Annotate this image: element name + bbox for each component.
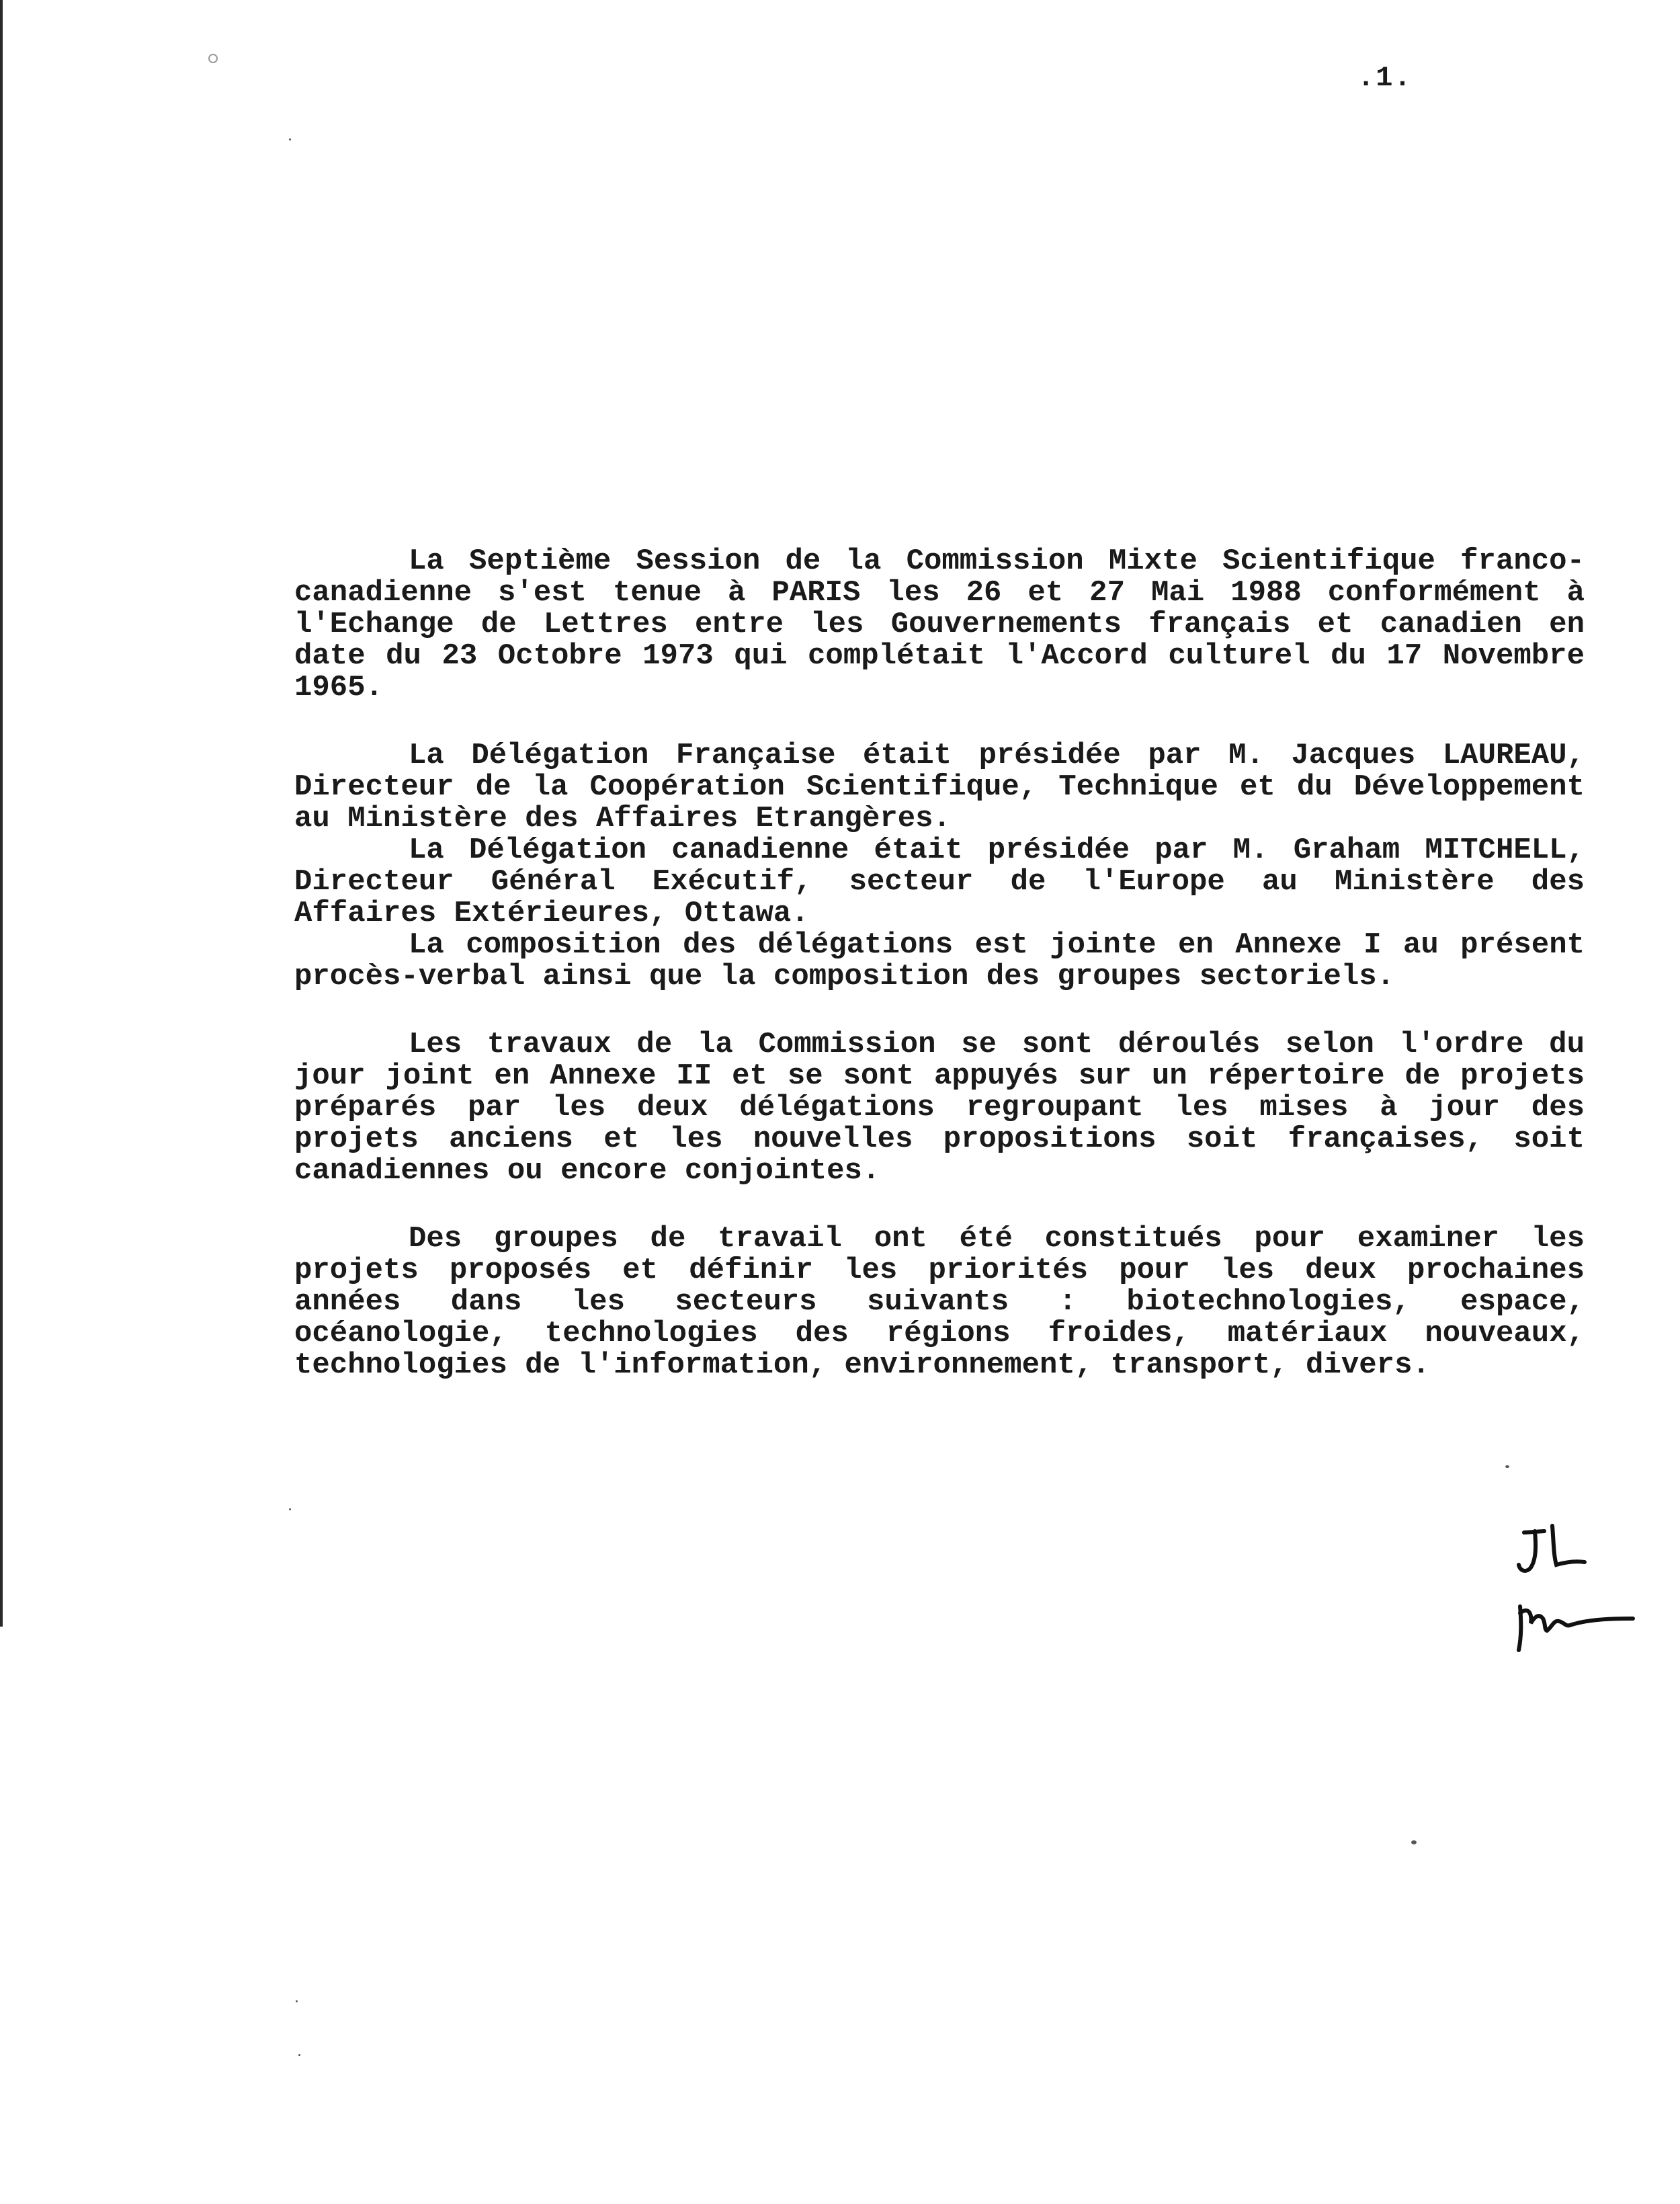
scan-speck — [1505, 1465, 1509, 1468]
paragraph-work: Les travaux de la Commission se sont déroulés selon l'ordre du jour joint en Annexe II et se sont appuyés sur un répertoire de projets préparés par les deux délégations regroupant les mises à jour des projets anciens et les nouvelles propositions soit françaises, soit canadiennes ou encore conjointes. — [294, 1028, 1585, 1188]
scan-speck — [296, 2000, 298, 2002]
punch-mark — [208, 54, 218, 63]
paragraph-french-delegation: La Délégation Française était présidée par M. Jacques LAUREAU, Directeur de la Coopération Scientifique, Technique et du Développement au Ministère des Affaires Etrangères. — [294, 739, 1585, 835]
paragraph-session: La Septième Session de la Commission Mixte Scientifique franco-canadienne s'est tenue à PARIS les 26 et 27 Mai 1988 conformément à l'Echange de Lettres entre les Gouvernements français et canadien en date du 23 Octobre 1973 qui complétait l'Accord culturel du 17 Novembre 1965. — [294, 544, 1585, 704]
paragraph-canadian-delegation: La Délégation canadienne était présidée par M. Graham MITCHELL, Directeur Général Exécutif, secteur de l'Europe au Ministère des Affaires Extérieures, Ottawa. — [294, 833, 1585, 930]
scan-edge-shadow — [0, 0, 3, 1627]
document-body — [294, 546, 1585, 1381]
initials-block — [1505, 1506, 1640, 1667]
initials-signature — [1505, 1506, 1640, 1667]
paragraph-composition: La composition des délégations est jointe en Annexe I au présent procès-verbal ainsi que la composition des groupes sectoriels. — [294, 928, 1585, 993]
paragraph-working-groups: Des groupes de travail ont été constitués pour examiner les projets proposés et définir les priorités pour les deux prochaines années dans les secteurs suivants : biotechnologies, espace, océanologie, technologies des régions froides, matériaux nouveaux, technologies de l'information, environnement, transport, divers. — [294, 1222, 1585, 1382]
scan-speck — [289, 138, 291, 140]
scan-speck — [289, 1508, 291, 1510]
page-number: .1. — [1357, 62, 1413, 94]
scan-speck — [298, 2054, 300, 2056]
scan-speck — [1411, 1840, 1417, 1844]
